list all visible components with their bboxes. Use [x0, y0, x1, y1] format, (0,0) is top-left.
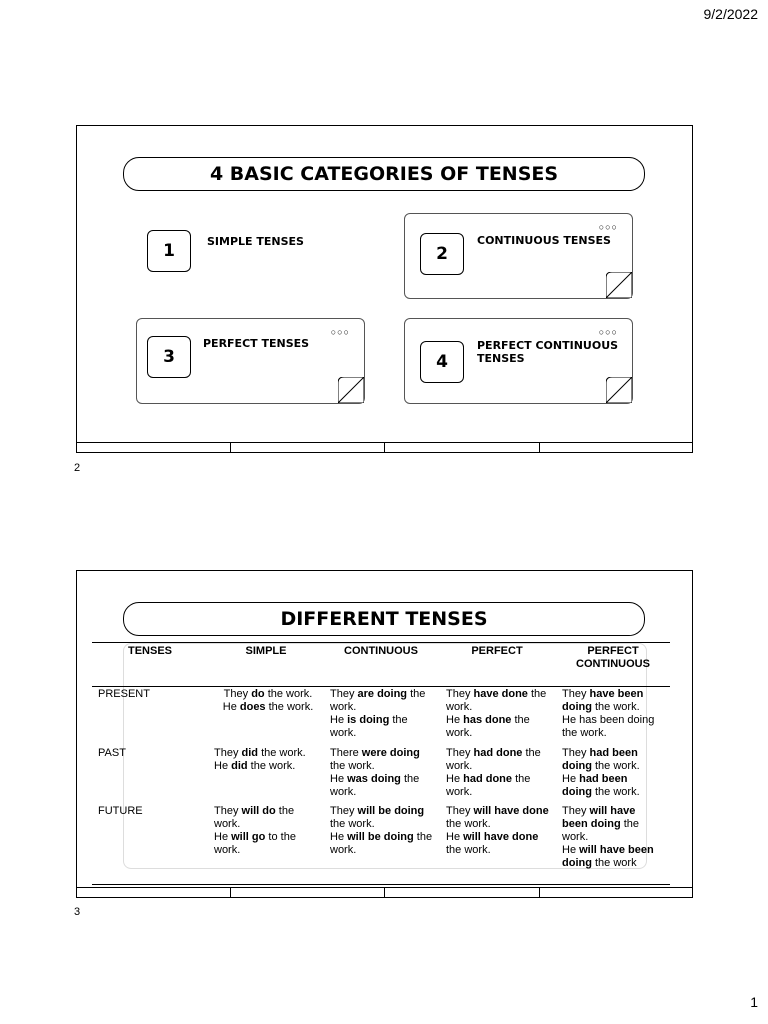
table-cell: They are doing the work. He is doing the work.: [330, 688, 426, 739]
table-cell: They will have been doing the work. He will have been doing the work: [562, 805, 654, 869]
slide-footer-bar: [77, 442, 692, 452]
category-number-1: 1: [147, 230, 191, 272]
table-cell: They will do the work. He will go to the work.: [214, 805, 296, 856]
category-number-3: 3: [147, 336, 191, 378]
table-header-rule: [92, 686, 670, 687]
table-cell: They have been doing the work. He has been doing the work.: [562, 688, 655, 739]
slide-title: DIFFERENT TENSES: [123, 602, 645, 636]
page-curl-icon: [606, 377, 632, 403]
table-header-perfect: PERFECT: [471, 645, 523, 657]
window-dots-icon: ○○○: [598, 222, 618, 232]
table-cell: They will be doing the work. He will be doing the work.: [330, 805, 433, 856]
table-top-rule: [92, 642, 670, 643]
table-cell: There were doing the work. He was doing the work.: [330, 747, 420, 798]
page-date: 9/2/2022: [703, 6, 758, 22]
table-cell: They will have done the work. He will have done the work.: [446, 805, 549, 856]
page-curl-icon: [606, 272, 632, 298]
table-header-continuous: CONTINUOUS: [344, 645, 418, 657]
row-label-future: FUTURE: [98, 805, 143, 817]
table-cell: They have done the work. He has done the work.: [446, 688, 547, 739]
table-cell: They did the work. He did the work.: [214, 747, 306, 772]
page-curl-icon: [338, 377, 364, 403]
page-number: 1: [750, 994, 758, 1010]
table-cell: They had been doing the work. He had been doing the work.: [562, 747, 640, 798]
row-label-past: PAST: [98, 747, 126, 759]
table-header-simple: SIMPLE: [245, 645, 287, 657]
category-label-perfect-continuous: PERFECT CONTINUOUS TENSES: [477, 339, 619, 365]
row-label-present: PRESENT: [98, 688, 150, 700]
slide-number: 2: [74, 462, 81, 474]
slide-2: [76, 125, 693, 453]
category-label-perfect: PERFECT TENSES: [203, 337, 310, 350]
slide-title: 4 BASIC CATEGORIES OF TENSES: [123, 157, 645, 191]
window-dots-icon: ○○○: [330, 327, 350, 337]
window-dots-icon: ○○○: [598, 327, 618, 337]
table-header-tenses: TENSES: [127, 645, 172, 657]
table-cell: They had done the work. He had done the work.: [446, 747, 541, 798]
category-label-simple: SIMPLE TENSES: [207, 235, 304, 248]
slide-footer-bar: [77, 887, 692, 897]
category-label-continuous: CONTINUOUS TENSES: [477, 234, 611, 247]
category-number-4: 4: [420, 341, 464, 383]
slide-number: 3: [74, 906, 81, 918]
table-cell: They do the work. He does the work.: [222, 688, 314, 713]
table-header-perfect-continuous: PERFECT CONTINUOUS: [576, 645, 650, 670]
category-number-2: 2: [420, 233, 464, 275]
table-bottom-rule: [92, 884, 670, 885]
